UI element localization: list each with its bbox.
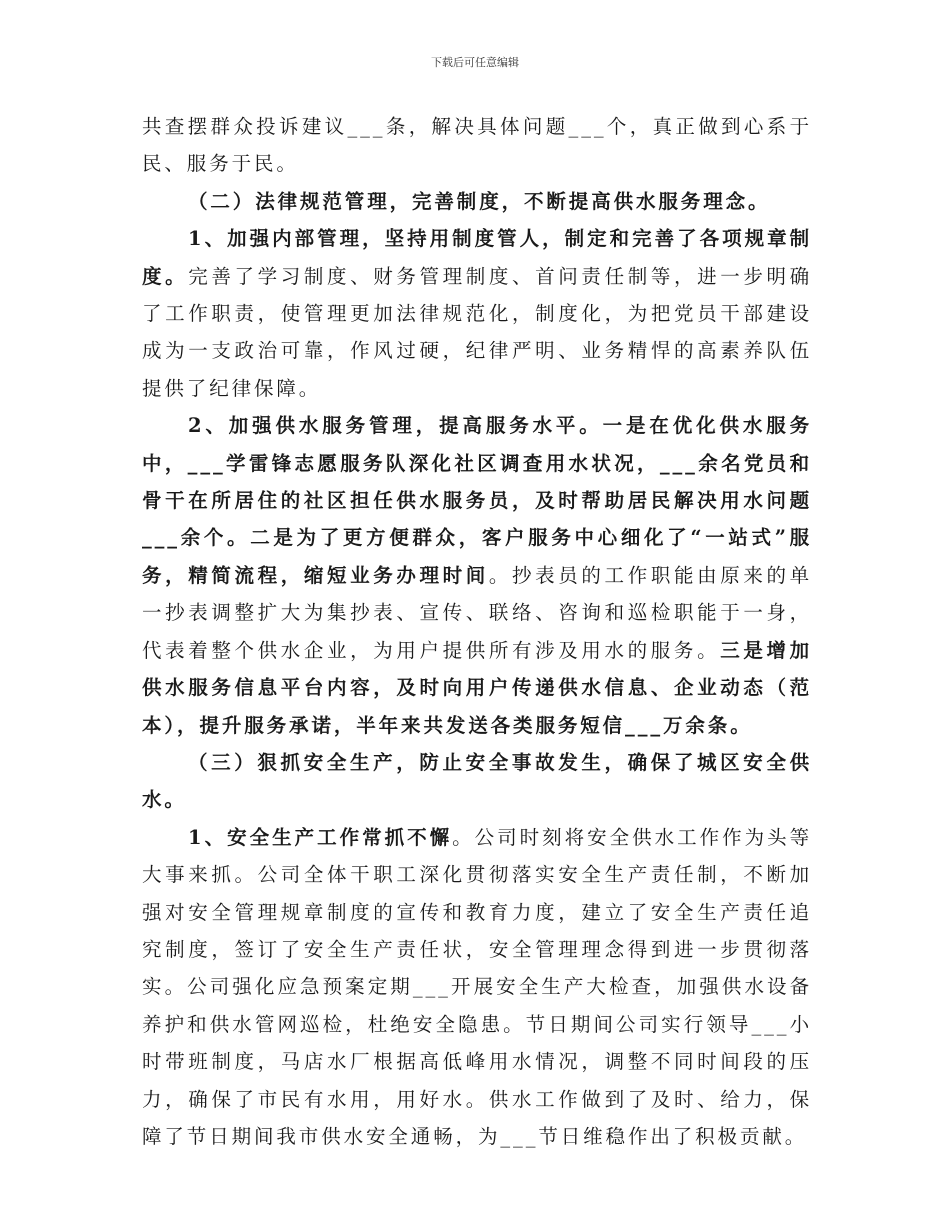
paragraph-safety-production [142,819,812,1156]
page-header: 下载后可任意编辑 [431,56,519,69]
paragraph-lead: 1、加强内部管理，坚持用制度管人，制定和完善了各项规章制度。 [142,227,812,288]
paragraph-text: 。公司时刻将安全供水工作作为头等大事来抓。公司全体干职工深化贯彻落实安全生产责任制，不断加强对安全管理规章制度的宣传和教育力度，建立了安全生产责任追究制度，签订了安全生产责任状，安全管理理念得到进一步贯彻落实。公司强化应急预案定期___开展安全生产大检查，加强供水设备养护和供水管网巡检，杜绝安全隐患。节日期间公司实行领导___小时带班制度，马店水厂根据高低峰用水情况，调整不同时间段的压力，确保了市民有水用，用好水。供水工作做到了及时、给力，保障了节日期间我市供水安全通畅，为___节日维稳作出了积极贡献。 [142,825,812,1148]
paragraph-continuation: 共查摆群众投诉建议___条，解决具体问题___个，真正做到心系于民、服务于民。 [142,115,812,176]
paragraph-lead: 2、加强供水服务管理，提高服务水平。一是在优化供水服务中，___学雷锋志愿服务队深化社区调查用水状况，___余名党员和骨干在所居住的社区担任供水服务员，及时帮助居民解决用水问题___余个。二是为了更方便群众，客户服务中心细化了“一站式”服务，精简流程，缩短业务办理时间 [142,414,812,587]
paragraph-internal-management [142,220,812,407]
section-heading-2: （二）法律规范管理，完善制度，不断提高供水服务理念。 [188,189,771,213]
paragraph-lead: 1、安全生产工作常抓不懈 [188,825,453,849]
paragraph-text: 完善了学习制度、财务管理制度、首问责任制等，进一步明确了工作职责，使管理更加法律规范化，制度化，为把党员干部建设成为一支政治可靠，作风过硬，纪律严明、业务精悍的高素养队伍提供了纪律保障。 [142,264,812,400]
paragraph-service-management [142,407,812,744]
paragraph-emphasis: 三是增加供水服务信息平台内容，及时向用户传递供水信息、企业动态（范本），提升服务承诺，半年来共发送各类服务短信___万余条。 [142,638,812,737]
paragraph-text: 。抄表员的工作职能由原来的单一抄表调整扩大为集抄表、宣传、联络、咨询和巡检职能于一身，代表着整个供水企业，为用户提供所有涉及用水的服务。 [142,563,812,662]
document-body [142,108,812,1155]
section-heading-3: （三）狠抓安全生产，防止安全事故发生，确保了城区安全供水。 [142,750,812,812]
